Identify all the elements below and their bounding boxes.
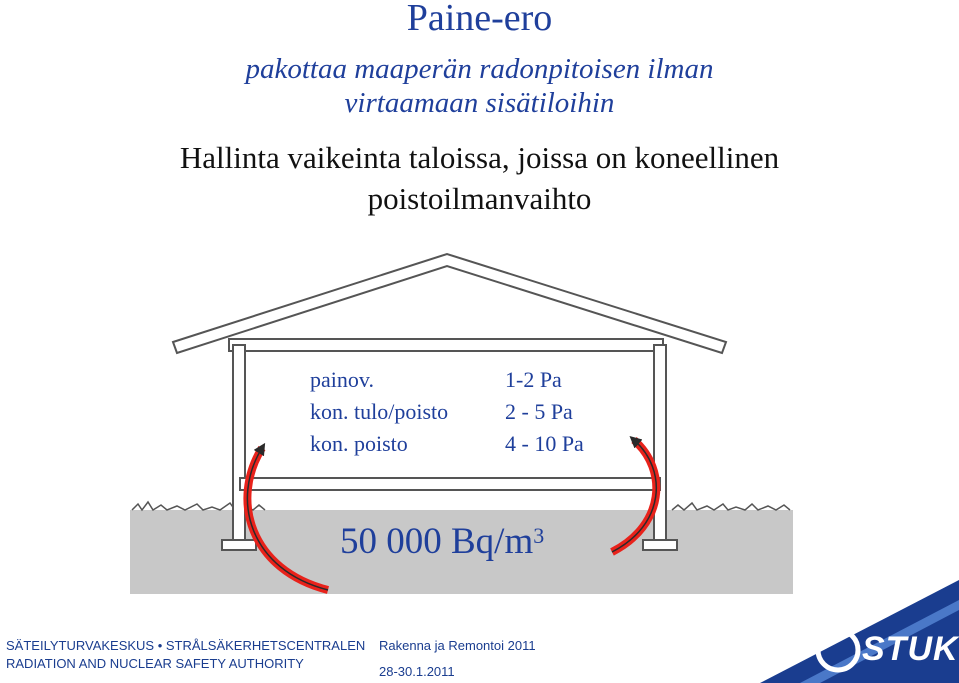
floor-slab: [240, 478, 660, 490]
pressure-value-1: 1-2 Pa: [505, 367, 562, 392]
pressure-value-2: 2 - 5 Pa: [505, 399, 573, 424]
left-wall: [233, 345, 245, 540]
grass-right: [672, 503, 790, 510]
footer-org-line-1: SÄTEILYTURVAKESKUS • STRÅLSÄKERHETSCENTRALEN: [6, 638, 366, 653]
subtitle-line-1: pakottaa maaperän radonpitoisen ilman: [245, 53, 714, 85]
stuk-logo-text: STUK: [862, 630, 959, 668]
footer-date: 28-30.1.2011: [379, 664, 455, 679]
body-line-2: poistoilmanvaihto: [367, 181, 592, 216]
pressure-value-3: 4 - 10 Pa: [505, 431, 584, 456]
pressure-label-1: painov.: [310, 367, 374, 392]
footer-event: Rakenna ja Remontoi 2011: [379, 638, 536, 653]
radon-exponent: 3: [533, 523, 545, 548]
body-line-1: Hallinta vaikeinta taloissa, joissa on koneellinen: [179, 140, 780, 175]
pressure-label-2: kon. tulo/poisto: [310, 399, 449, 424]
left-footing: [222, 540, 256, 550]
subtitle-line-2: virtaamaan sisätiloihin: [344, 87, 615, 119]
radon-concentration: [340, 520, 544, 564]
radon-value: 50 000 Bq/m: [340, 521, 534, 562]
slide-title: Paine-ero: [406, 0, 553, 39]
pressure-label-3: kon. poisto: [310, 431, 408, 456]
ceiling-beam: [229, 339, 663, 351]
right-footing: [643, 540, 677, 550]
footer-org-line-2: RADIATION AND NUCLEAR SAFETY AUTHORITY: [6, 656, 304, 671]
